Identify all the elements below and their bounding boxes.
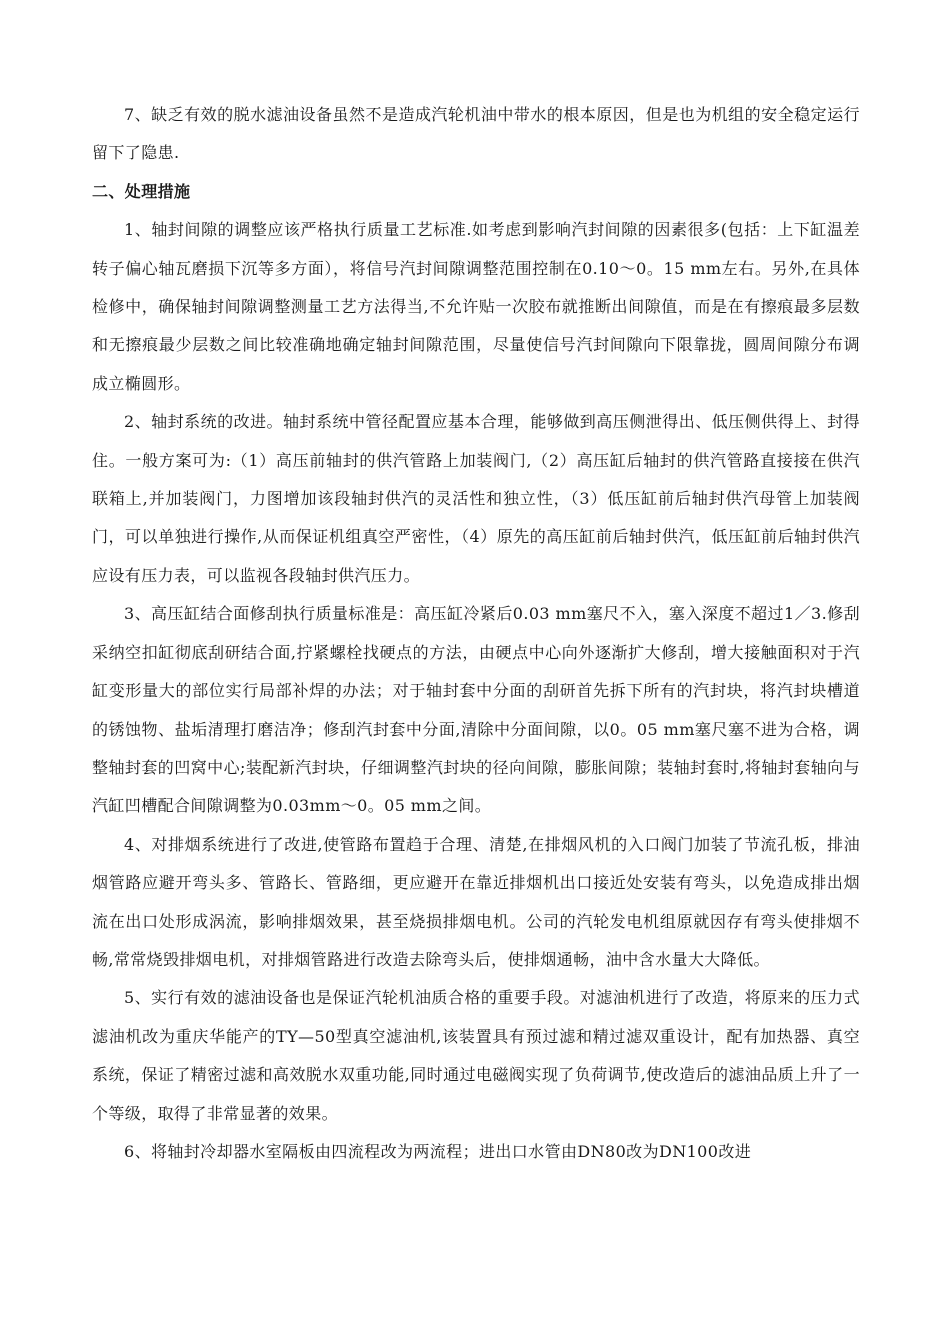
paragraph-7: 7、缺乏有效的脱水滤油设备虽然不是造成汽轮机油中带水的根本原因，但是也为机组的安全稳定运行留下了隐患.	[92, 105, 860, 163]
measure-6: 6、将轴封冷却器水室隔板由四流程改为两流程；进出口水管由DN80改为DN100改进	[124, 1141, 752, 1161]
measure-1: 1、轴封间隙的调整应该严格执行质量工艺标准.如考虑到影响汽封间隙的因素很多(包括：上下缸温差转子偏心轴瓦磨损下沉等多方面），将信号汽封间隙调整范围控制在0.10～0。15 mm左右。另外,在具体检修中，确保轴封间隙调整测量工艺方法得当,不允许贴一次胶布就推断出间隙值，而是在有擦痕最多层数和无擦痕最少层数之间比较准确地确定轴封间隙范围，尽量使信号汽封间隙向下限靠拢，圆周间隙分布调成立椭圆形。	[92, 220, 860, 393]
measure-5: 5、实行有效的滤油设备也是保证汽轮机油质合格的重要手段。对滤油机进行了改造，将原来的压力式滤油机改为重庆华能产的TY—50型真空滤油机,该装置具有预过滤和精过滤双重设计，配有加热器、真空系统，保证了精密过滤和高效脱水双重功能,同时通过电磁阀实现了负荷调节,使改造后的滤油品质上升了一个等级，取得了非常显著的效果。	[92, 988, 860, 1123]
measure-3: 3、高压缸结合面修刮执行质量标准是：高压缸冷紧后0.03 mm塞尺不入，塞入深度不超过1／3.修刮采纳空扣缸彻底刮研结合面,拧紧螺栓找硬点的方法，由硬点中心向外逐渐扩大修刮，增大接触面积对于汽缸变形量大的部位实行局部补焊的办法；对于轴封套中分面的刮研首先拆下所有的汽封块，将汽封块槽道的锈蚀物、盐垢清理打磨洁净；修刮汽封套中分面,清除中分面间隙，以0。05 mm塞尺塞不进为合格，调整轴封套的凹窝中心;装配新汽封块，仔细调整汽封块的径向间隙，膨胀间隙；装轴封套时,将轴封套轴向与汽缸凹槽配合间隙调整为0.03mm～0。05 mm之间。	[92, 604, 860, 816]
measure-4: 4、对排烟系统进行了改进,使管路布置趋于合理、清楚,在排烟风机的入口阀门加装了节流孔板，排油烟管路应避开弯头多、管路长、管路细，更应避开在靠近排烟机出口接近处安装有弯头，以免造成排出烟流在出口处形成涡流，影响排烟效果，甚至烧损排烟电机。公司的汽轮发电机组原就因存有弯头使排烟不畅,常常烧毁排烟电机，对排烟管路进行改造去除弯头后，使排烟通畅，油中含水量大大降低。	[92, 834, 860, 969]
section-heading: 二、处理措施	[92, 181, 191, 201]
measure-2: 2、轴封系统的改进。轴封系统中管径配置应基本合理，能够做到高压侧泄得出、低压侧供得上、封得住。一般方案可为:（1）高压前轴封的供汽管路上加装阀门,（2）高压缸后轴封的供汽管路直接接在供汽联箱上,并加装阀门，力图增加该段轴封供汽的灵活性和独立性，（3）低压缸前后轴封供汽母管上加装阀门，可以单独进行操作,从而保证机组真空严密性，（4）原先的高压缸前后轴封供汽，低压缸前后轴封供汽应设有压力表，可以监视各段轴封供汽压力。	[92, 412, 860, 585]
document-body	[92, 96, 860, 1171]
